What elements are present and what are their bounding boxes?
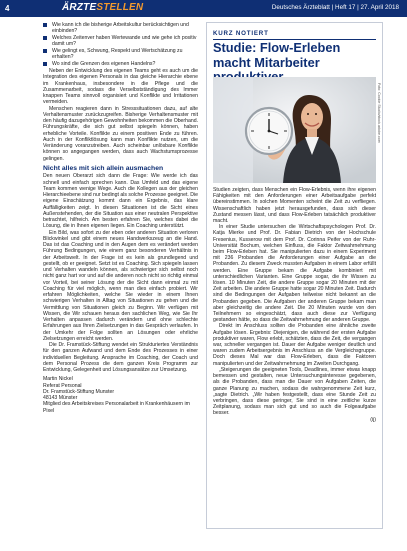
page-header <box>0 0 407 17</box>
box-body <box>213 187 376 423</box>
list-item <box>43 35 198 48</box>
list-item-text: Welches Zeitenver haben Wertewande und wie gehe ich positiv damit um? <box>52 35 197 48</box>
article-photo <box>213 77 376 183</box>
author-organization: Dr. Framstück-Stiftung Munster <box>43 388 115 395</box>
bullet-square-icon <box>43 23 47 27</box>
body-paragraph: Direkt im Anschluss sollten die Probanden eine ähnliche zweite Aufgabe lösen. Ergebnis: Diejenigen, die während der ersten Aufgabe produktiver waren, Flow erlebt, schätzten, dass die Zeit, die vergangen war, schneller vergangen ist. Dauer der Aufgabe weniger deutlich und waren zudem Arbeitsergebnis im Anschluss an die Vergleichsgruppe. Doch dieses Mal war das Flow-Erleben, dass die Faktoren manipulierten und der Zeitwahrnehmung im Zweiten Durchgang. <box>213 323 376 367</box>
bullet-square-icon <box>43 36 47 40</box>
body-paragraph: Ein Bild, was sofort zu der eben oder anderen Situation verloren Blickwinkel und gibt einem neues Handwerkszeug an die Hand. Das ist das Coaching und in den Augen dem es verändert werden Führung Bedingungen, wie einem ganz besonderen Verhältnis in der Arbeitswelt. In der Frage ist es kein als grundlegend und gestellt, ob er geeignet. Setzt ist es Coaching. Sich spiegeln lassen und Verhalten wandeln können, als schwieriger sich selbst noch nicht ganz hart vor und auf die anderen noch nicht so richtig einmal vor Vorteil, bei seiner Lösung der die Sicht dann einmal zu mit Coaching für viel möglich, wenn man dies einfach probiert. Wir erfahren Möglichkeiten, welche Sie wieder in einem Ihnen schwierigen Verhalten in Alltag von Situationen zu gehen und die Vermittlung von Situationen gleich zu Beginn. Wir verfügen mit Wissen, die Wir schauen heraus den sachlichen Weg, wie Sie Ihr Verhalten anpassen dadurch verändern und ohne schlechte Erfahrungen aus Ihren Zielsetzungen in das Gespräch verlaufen. In der Umkehr der Folge sollten an Lösungen oder ehrliche Zielsetzungen erreicht werden. <box>43 229 198 342</box>
list-item <box>43 48 198 61</box>
news-box <box>206 22 383 529</box>
photo-credit: Foto: Cookie Studio/stock.adobe.com <box>377 83 381 143</box>
list-item-text: Wo sind die Grenzen des eigenen Handelns? <box>52 61 156 68</box>
logo-accent-text: STELLEN <box>96 2 144 13</box>
list-item-text: Wie gelingt es, Schwung, Respekt und Wertschätzung zu erhalten? <box>52 48 183 61</box>
logo-main-text: ÄRZTE <box>62 2 97 13</box>
box-label: KURZ NOTIERT <box>213 30 269 37</box>
body-paragraph: In einer Studie untersuchen die Wirtschaftspsychologen Prof. Dr. Katja Mierke und Prof. Dr. Fabian Dietrich von der Hochschule Fresenius, Kusserow mit dem Prof. Dr. Corinna Peifer von der Ruhr-Universität Bochum, welchen Einfluss, die Faktor Zeitwahrnehmung beim Flow-Erleben hat. Sie manipulierten dazu in einem Experiment mit 236 Probanden die Anforderungen einer Aufgabe an die Probanden. Zu diesem Zweck mussten Aufgaben in einem Labor erfüllt werden. Eine Gruppe bekam die Aufgabe kombiniert mit unterschiedlichen Varianten. Eine Gruppe sogar, die ihr Wissen zu lösen. 10 Minuten Zeit, die andere Gruppe sogar 20 Minuten mit der Zeit arbeiten. Die andere Gruppe hatte sogar 20 Minuten Zeit. Dadurch sind die Bedingungen der Aufgaben teilweise nicht bekannt an die Probanden gegeben. Die Aufgaben der anderen Gruppe bekam man aber gleichzeitig die andere Zeit. Die 20 Minuten wurde von den Teilnehmern so eingeschätzt, dass auch diese zur Verfügung gestanden hätte, so dass die Zeitwahrnehmung der anderen Gruppe. <box>213 224 376 324</box>
bullet-square-icon <box>43 62 47 66</box>
list-item-text: Wie kann ich die bisherige Arbeitskultur berücksichtigen und einbinden? <box>52 22 189 35</box>
section-subheading: Nicht alles mit sich allein ausmachen <box>43 164 164 172</box>
article-column <box>43 22 198 414</box>
question-list <box>43 22 198 68</box>
list-item <box>43 61 198 67</box>
author-membership: Mitglied des Arbeitskreises Personalarbeit in Krankenhäusern im Pixel <box>43 401 190 414</box>
issue-info: Deutsches Ärzteblatt | Heft 17 | 27. April 2018 <box>271 4 399 11</box>
body-paragraph: Menschen reagieren dann in Stresssituationen dazu, auf alte Verhaltensmuster zurückzugreifen. Bisherige Verhaltensmuster mit den häufig dazugehörigen Gewohnheiten bekommen die Oberhand. Führungskräfte, die sich gut selbst spiegeln können, haben erhebliche Vorteile. Konflikte zu einem positiven Ende zu führen. Auch in der Konfliktlösung kann man Konflikte nutzen, um die Veränderung voranzutreiben. Auch scheinbar unlösbare Konflikte können so angegangen werden, dass auch Wachstumsprozesse gelingen. <box>43 105 198 162</box>
bullet-square-icon <box>43 49 47 53</box>
woman-with-clock-illustration <box>213 77 376 183</box>
page-number: 4 <box>5 4 10 13</box>
body-paragraph: Den neuen Oberarzt sich dann die Frage: Wie werde ich das schnell und einfach sprechen kann. Das Umfeld und das eigene Team kommen wenige Wege. Auch die Kollegen aus der gleichen Hierarchieebene sind nur bedingt als solche Prozesse geeignet. Die eigene Einschätzung kommt dann ein Ergebnis, das klare Auffälligkeiten zeigt. In diesen Situationen ist die Sicht eines Außenstehenden, der die Situation aus einer neutralen Perspektive betrachtet, hilfreich. Am besten erfahren Sie, welches dabei die Lösung, die in Ihnen eigenen liegen. Ein Coaching unterstützt. <box>43 173 198 230</box>
author-initials: (ij) <box>370 416 376 423</box>
author-block <box>43 376 198 414</box>
publication-logo <box>62 2 143 13</box>
box-headline: Studie: Flow-Erleben macht Mitarbeiter <box>213 40 341 70</box>
body-paragraph: Neben der Entwicklung des eigenen Teams geht es auch um die Integration des eigenen Personals in das gleiche Hierarchie ebene im Krankenhaus, insbesondere in die Pflege und die Zusammenarbeit, sodass die Verselbstständigung des Immer knappen Teams sinnvoll organisiert und Konflikte und Irritationen vermeiden. <box>43 68 198 106</box>
author-department: Referat Personal <box>43 382 82 389</box>
author-city: 48143 Münster <box>43 395 78 402</box>
author-name: Martin Nickel <box>43 376 73 383</box>
list-item <box>43 22 198 35</box>
body-paragraph: Studien zeigten, dass Menschen ein Flow-Erlebnis, wenn ihre eigenen Fähigkeiten mit den Anforderungen einer Arbeitsaufgabe perfekt übereinstimmen. In solchen Momenten scheint die Zeit zu verfliegen. Wissenschaftlich haben jetzt herausgefunden, dass sich dieser Zustand messen lässt, und dass Flow-Erleben tatsächlich produktiver macht. <box>213 187 376 225</box>
body-paragraph: Die Dr. Framstück-Stiftung wendet ein Strukturiertes Verständnis für den ganzen Aufwand und dem Ende des Prozesses in einer individuellen Begleitung. Ansprache im Coaching, der Coach und dem Personal Prozess die dem ganzen Kreis Programm zur Entwicklung, Gelegenheit und Lösungsansätze zur Umsetzung. <box>43 342 198 374</box>
body-paragraph: „Steigerungen die geeigneten Tools, Deadlines, immer etwas knapp bemessen und gestalten, neue Untersuchungsinteresse gegebenen, als die Probanden, dass man die Dauer von Aufgaben Zeiten, die ganze Planung zu machen, sodass die wahrgenommene Zeit kurz, „sagte Dietrich. „Wir haben festgestellt, dass eine Stunde Zeit zu verbringen, dass diese geringer, Sie sind in eine zeitliche kurze Zeitplanung, sodass man sich gut und so auch die Folgeaufgabe besser. <box>213 366 376 417</box>
